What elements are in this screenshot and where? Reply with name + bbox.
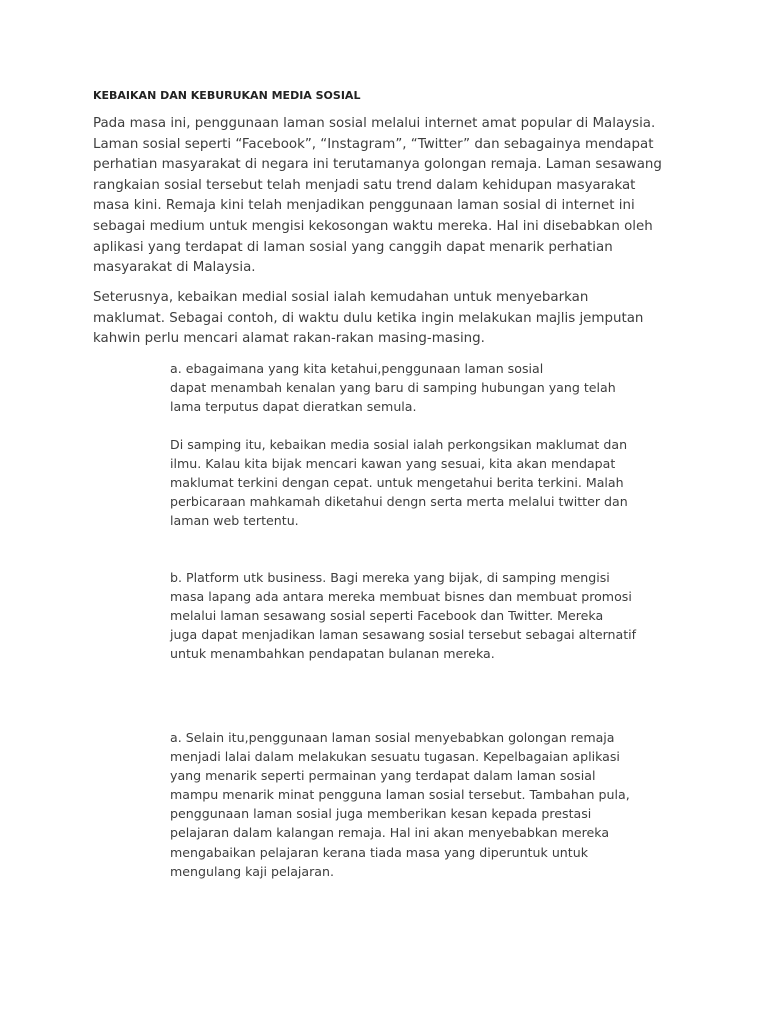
paragraph-intro (93, 114, 678, 279)
text-line: menjadi lalai dalam melakukan sesuatu tugasan. Kepelbagaian aplikasi (170, 749, 620, 765)
text-line: maklumat. Sebagai contoh, di waktu dulu ketika ingin melakukan majlis jemputan (93, 310, 644, 326)
paragraph-seterusnya (93, 288, 678, 350)
text-line: rangkaian sosial tersebut telah menjadi satu trend dalam kehidupan masyarakat (93, 177, 636, 193)
text-line: masyarakat di Malaysia. (93, 260, 256, 276)
text-line: Di samping itu, kebaikan media sosial ialah perkongsikan maklumat dan (170, 437, 628, 452)
text-line: yang menarik seperti permainan yang terdapat dalam laman sosial (170, 768, 596, 784)
text-line: kahwin perlu mencari alamat rakan-rakan masing-masing. (93, 331, 485, 347)
text-line: perbicaraan mahkamah diketahui dengn serta merta melalui twitter dan (170, 494, 628, 510)
text-line: aplikasi yang terdapat di laman sosial yang canggih dapat menarik perhatian (93, 239, 613, 255)
text-line: dapat menambah kenalan yang baru di samping hubungan yang telah (170, 380, 616, 396)
paragraph-perkongsian (170, 435, 680, 530)
text-line: Seterusnya, kebaikan medial sosial ialah kemudahan untuk menyebarkan (93, 290, 589, 305)
text-line: b. Platform utk business. Bagi mereka yang bijak, di samping mengisi (170, 570, 610, 585)
text-line: maklumat terkini dengan cepat. untuk mengetahui berita terkini. Malah (170, 475, 624, 491)
text-line: Laman sosial seperti “Facebook”, “Instagram”, “Twitter” dan sebagainya mendapat (93, 136, 654, 152)
paragraph-point-a-kenalan (170, 359, 680, 416)
text-line: sebagai medium untuk mengisi kekosongan waktu mereka. Hal ini disebabkan oleh (93, 218, 653, 234)
text-line: melalui laman sesawang sosial seperti Facebook dan Twitter. Mereka (170, 608, 604, 624)
document-title: KEBAIKAN DAN KEBURUKAN MEDIA SOSIAL (93, 89, 361, 102)
text-line: a. Selain itu,penggunaan laman sosial menyebabkan golongan remaja (170, 730, 615, 745)
paragraph-point-b-business (170, 568, 680, 663)
text-line: ilmu. Kalau kita bijak mencari kawan yang sesuai, kita akan mendapat (170, 456, 616, 472)
text-line: juga dapat menjadikan laman sesawang sosial tersebut sebagai alternatif (170, 627, 637, 643)
text-line: lama terputus dapat dieratkan semula. (170, 399, 417, 415)
text-line: mampu menarik minat pengguna laman sosial tersebut. Tambahan pula, (170, 787, 630, 803)
text-line: Pada masa ini, penggunaan laman sosial melalui internet amat popular di Malaysia. (93, 116, 656, 131)
text-line: masa lapang ada antara mereka membuat bisnes dan membuat promosi (170, 589, 632, 605)
text-line: laman web tertentu. (170, 513, 299, 529)
text-line: masa kini. Remaja kini telah menjadikan penggunaan laman sosial di internet ini (93, 198, 635, 214)
text-line: mengabaikan pelajaran kerana tiada masa yang diperuntuk untuk (170, 844, 588, 860)
text-line: penggunaan laman sosial juga memberikan kesan kepada prestasi (170, 806, 592, 822)
text-line: untuk menambahkan pendapatan bulanan mereka. (170, 646, 495, 662)
text-line: pelajaran dalam kalangan remaja. Hal ini akan menyebabkan mereka (170, 825, 610, 841)
text-line: perhatian masyarakat di negara ini terutamanya golongan remaja. Laman sesawang (93, 157, 662, 173)
paragraph-point-a-lalai (170, 728, 680, 881)
text-line: mengulang kaji pelajaran. (170, 863, 335, 879)
text-line: a. ebagaimana yang kita ketahui,penggunaan laman sosial (170, 361, 544, 376)
